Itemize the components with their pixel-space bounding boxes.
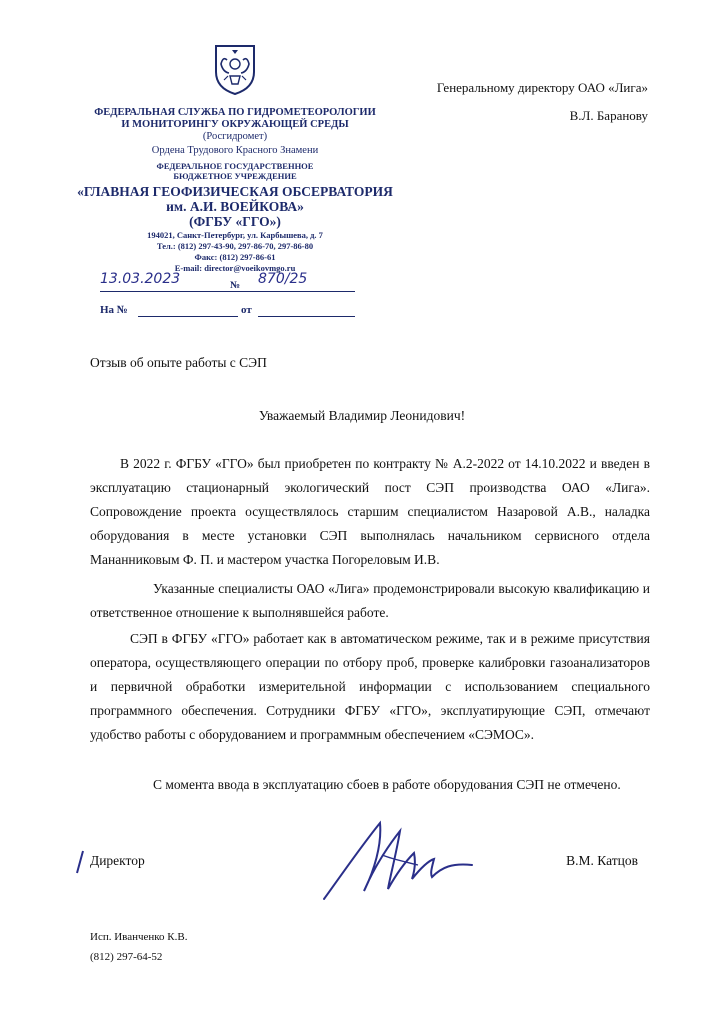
reference-number-label: На №	[100, 304, 128, 316]
signatory-role: Директор	[90, 853, 145, 868]
executor-phone: (812) 297-64-52	[90, 951, 163, 963]
agency-name-line1: ФЕДЕРАЛЬНАЯ СЛУЖБА ПО ГИДРОМЕТЕОРОЛОГИИ	[94, 107, 376, 118]
body-paragraph	[90, 773, 650, 797]
letter-subject: Отзыв об опыте работы с СЭП	[90, 355, 267, 370]
body-paragraph	[90, 452, 650, 572]
signature-mark-icon	[75, 850, 85, 874]
handwritten-signature	[322, 815, 474, 907]
org-email: E-mail: director@voeikovmgo.ru	[174, 263, 296, 273]
order-line: Ордена Трудового Красного Знамени	[151, 145, 319, 156]
org-name-line2: им. А.И. ВОЕЙКОВА»	[166, 199, 304, 214]
org-fax: Факс: (812) 297-86-61	[194, 252, 276, 262]
registration-date: 13.03.2023	[100, 271, 181, 287]
body-paragraph-text: СЭП в ФГБУ «ГГО» работает как в автоматическом режиме, так и в режиме присутствия оператора, осуществляющего операции по отбору проб, проверке калибровки газоанализаторов и первичной обработки измерительной информации с использованием специального программного обеспечения. Сотрудники ФГБУ «ГГО», эксплуатирующие СЭП, отмечают удобство работы с оборудованием и программным обеспечением «СЭМОС».	[90, 631, 650, 742]
salutation: Уважаемый Владимир Леонидович!	[258, 408, 466, 423]
body-paragraph-text: В 2022 г. ФГБУ «ГГО» был приобретен по контракту № А.2-2022 от 14.10.2022 и введен в эксплуатацию стационарный экологический пост СЭП производства ОАО «Лига». Сопровождение проекта осуществлялось старшим специалистом Назаровой А.В., наладка оборудования в месте установки СЭП выполнялась начальником сервисного отдела Мананниковым Ф. П. и мастером участка Погореловым И.В.	[90, 456, 650, 567]
addressee-name: В.Л. Баранову	[569, 108, 648, 123]
org-type-line1: ФЕДЕРАЛЬНОЕ ГОСУДАРСТВЕННОЕ	[156, 161, 314, 171]
addressee-title: Генеральному директору ОАО «Лига»	[436, 80, 648, 95]
body-paragraph-text: С момента ввода в эксплуатацию сбоев в работе оборудования СЭП не отмечено.	[153, 777, 621, 792]
reference-date-label: от	[241, 304, 252, 316]
body-paragraph-text: Указанные специалисты ОАО «Лига» продемонстрировали высокую квалификацию и ответственное отношение к выполнявшейся работе.	[90, 581, 650, 620]
org-type-line2: БЮДЖЕТНОЕ УЧРЕЖДЕНИЕ	[173, 171, 297, 181]
reference-date-underline	[258, 316, 355, 317]
registration-number-sign: №	[230, 280, 241, 291]
coat-of-arms-icon	[210, 42, 260, 96]
registration-number: 870/25	[258, 271, 308, 287]
body-paragraph	[90, 577, 650, 625]
org-address: 194021, Санкт-Петербург, ул. Карбышева, д. 7	[147, 230, 323, 240]
agency-short-name: (Росгидромет)	[202, 131, 268, 142]
body-paragraph	[90, 627, 650, 747]
agency-name-line2: И МОНИТОРИНГУ ОКРУЖАЮЩЕЙ СРЕДЫ	[121, 119, 349, 130]
org-name-line1: «ГЛАВНАЯ ГЕОФИЗИЧЕСКАЯ ОБСЕРВАТОРИЯ	[77, 184, 393, 199]
executor-name: Исп. Иванченко К.В.	[90, 931, 188, 943]
signatory-name: В.М. Катцов	[566, 853, 638, 868]
reference-number-underline	[138, 316, 238, 317]
org-phone: Тел.: (812) 297-43-90, 297-86-70, 297-86-80	[156, 241, 314, 251]
registration-underline	[100, 291, 355, 292]
org-short-name: (ФГБУ «ГГО»)	[189, 214, 281, 229]
